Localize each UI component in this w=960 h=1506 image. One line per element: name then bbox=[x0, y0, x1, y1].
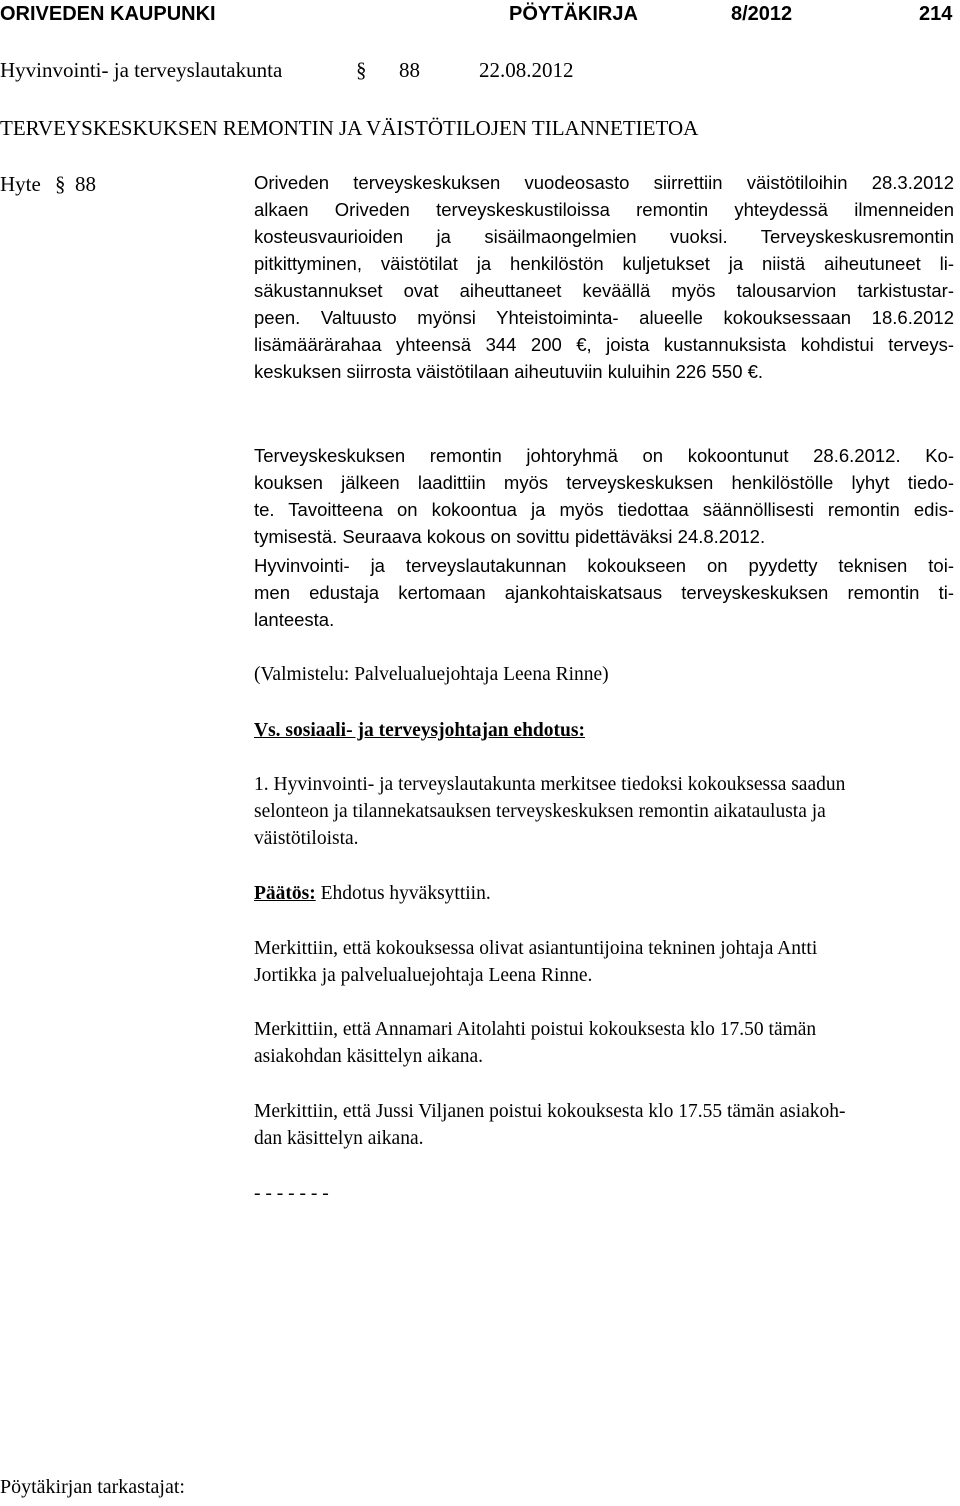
minutes-number: 8/2012 bbox=[731, 3, 793, 25]
end-mark: - - - - - - - bbox=[254, 1183, 329, 1204]
text-line: Merkittiin, että kokouksessa olivat asiantuntijoina tekninen johtaja Antti bbox=[254, 938, 818, 959]
meeting-date: 22.08.2012 bbox=[479, 58, 574, 82]
text-line: te. Tavoitteena on kokoontua ja myös tiedottaa säännöllisesti remontin edis- bbox=[254, 499, 954, 520]
page-number: 214 bbox=[919, 3, 953, 25]
text-line: peen. Valtuusto myönsi Yhteistoiminta- alueelle kokouksessaan 18.6.2012 bbox=[254, 307, 954, 328]
preparer-note bbox=[254, 661, 954, 688]
text-line: lanteesta. bbox=[254, 609, 335, 630]
document-type: PÖYTÄKIRJA bbox=[509, 3, 638, 25]
note-departure-1 bbox=[254, 1016, 954, 1070]
text-line: pitkittyminen, väistötilat ja henkilöstön kuljetukset ja niistä aiheutuneet li- bbox=[254, 253, 954, 274]
decision bbox=[254, 880, 954, 907]
case-ref-number: 88 bbox=[75, 172, 96, 196]
request-paragraph bbox=[254, 552, 954, 633]
background-paragraph bbox=[254, 169, 954, 385]
text-line: säkustannukset ovat aiheuttaneet keväällä myös talousarvion tarkistustar- bbox=[254, 280, 954, 301]
case-title: TERVEYSKESKUKSEN REMONTIN JA VÄISTÖTILOJEN TILANNETIETOA bbox=[0, 116, 699, 140]
text-line: kouksen jälkeen laadittiin myös terveyskeskuksen henkilöstölle lyhyt tiedo- bbox=[254, 472, 954, 493]
text-line: selonteon ja tilannekatsauksen terveyskeskuksen remontin aikataulusta ja bbox=[254, 801, 826, 822]
text-line: tymisestä. Seuraava kokous on sovittu pidettäväksi 24.8.2012. bbox=[254, 526, 766, 547]
text-line: (Valmistelu: Palvelualuejohtaja Leena Rinne) bbox=[254, 664, 609, 685]
org-name: ORIVEDEN KAUPUNKI bbox=[0, 3, 216, 25]
text-line: 1. Hyvinvointi- ja terveyslautakunta merkitsee tiedoksi kokouksessa saadun bbox=[254, 774, 846, 795]
footer-reviewers-label: Pöytäkirjan tarkastajat: bbox=[0, 1476, 185, 1498]
proposal-heading: Vs. sosiaali- ja terveysjohtajan ehdotus: bbox=[254, 720, 585, 741]
text-line: Terveyskeskuksen remontin johtoryhmä on kokoontunut 28.6.2012. Ko- bbox=[254, 445, 954, 466]
proposal-text bbox=[254, 771, 954, 852]
text-line: Oriveden terveyskeskuksen vuodeosasto siirrettiin väistötiloihin 28.3.2012 bbox=[254, 172, 954, 193]
text-line: men edustaja kertomaan ajankohtaiskatsaus terveyskeskuksen remontin ti- bbox=[254, 582, 954, 603]
note-experts bbox=[254, 935, 954, 989]
text-line: dan käsittelyn aikana. bbox=[254, 1128, 424, 1149]
text-line: keskuksen siirrosta väistötilaan aiheutuviin kuluihin 226 550 €. bbox=[254, 361, 764, 382]
text-line: Merkittiin, että Annamari Aitolahti poistui kokouksesta klo 17.50 tämän bbox=[254, 1019, 817, 1040]
text-line: Merkittiin, että Jussi Viljanen poistui kokouksesta klo 17.55 tämän asiakoh- bbox=[254, 1101, 846, 1122]
case-ref-label: Hyte bbox=[0, 172, 41, 196]
text-line: lisämäärärahaa yhteensä 344 200 €, joista kustannuksista kohdistui terveys- bbox=[254, 334, 954, 355]
text-line: Jortikka ja palvelualuejohtaja Leena Rinne. bbox=[254, 965, 593, 986]
section-number: 88 bbox=[399, 58, 420, 82]
board-name: Hyvinvointi- ja terveyslautakunta bbox=[0, 58, 283, 82]
decision-text: Ehdotus hyväksyttiin. bbox=[315, 883, 491, 904]
section-mark: § bbox=[356, 58, 367, 82]
case-ref-mark: § bbox=[55, 172, 66, 196]
decision-label: Päätös: bbox=[254, 883, 316, 904]
text-line: kosteusvaurioiden ja sisäilmaongelmien vuoksi. Terveyskeskusremontin bbox=[254, 226, 954, 247]
text-line: alkaen Oriveden terveyskeskustiloissa remontin yhteydessä ilmenneiden bbox=[254, 199, 954, 220]
text-line: väistötiloista. bbox=[254, 828, 359, 849]
note-departure-2 bbox=[254, 1098, 954, 1152]
text-line: asiakohdan käsittelyn aikana. bbox=[254, 1046, 484, 1067]
text-line: Hyvinvointi- ja terveyslautakunnan kokoukseen on pyydetty teknisen toi- bbox=[254, 555, 954, 576]
steering-group-paragraph bbox=[254, 442, 954, 550]
